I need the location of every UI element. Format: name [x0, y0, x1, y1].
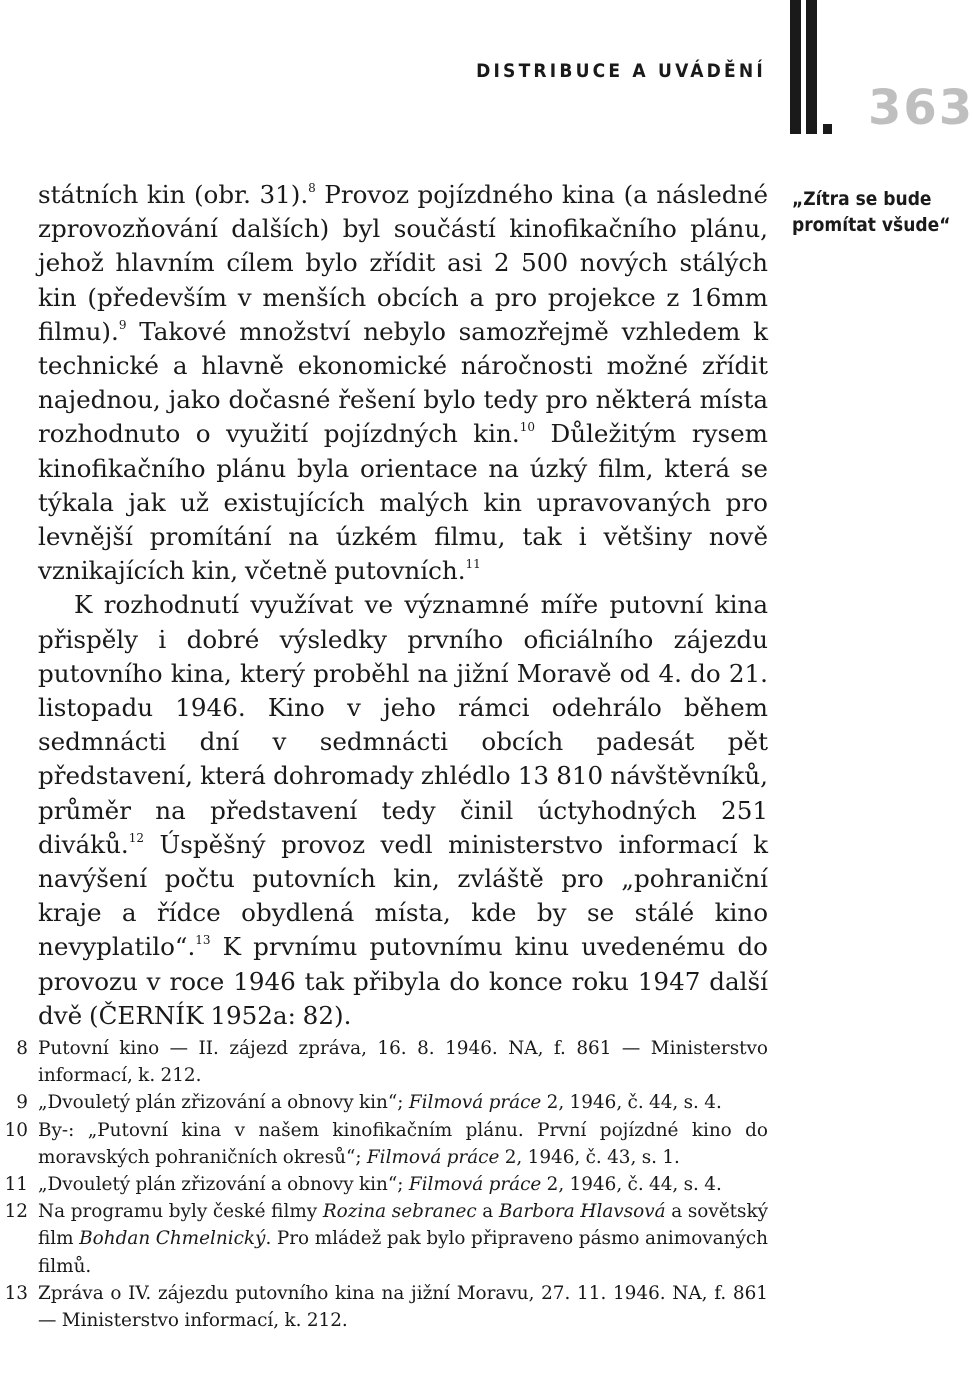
part-marker [790, 0, 830, 134]
footnote-number: 8 [16, 1038, 28, 1059]
main-text [38, 178, 768, 1033]
journal-title: Filmová práce [366, 1146, 500, 1168]
footnote [0, 1198, 768, 1280]
footnote-text [38, 1089, 768, 1116]
film-title: Rozina sebranec [322, 1201, 477, 1223]
journal-title: Filmová práce [408, 1092, 542, 1114]
running-head: DISTRIBUCE A UVÁDĚNÍ [476, 60, 766, 82]
footnote [0, 1280, 768, 1334]
film-title: Barbora Hlavsová [498, 1201, 666, 1223]
part-marker-bar [790, 0, 801, 134]
body-paragraph [38, 178, 768, 588]
text-run: Úspěšný provoz vedl ministerstvo informací k navýšení počtu putovních kin, zvláště pro „pohraniční kraje a řídce obydlená místa, kde by se stálé kino nevyplatilo“. [38, 829, 768, 962]
text-run: a [476, 1201, 499, 1223]
footnote-ref: 8 [308, 181, 316, 195]
text-run: 2, 1946, č. 43, s. 1. [499, 1146, 680, 1168]
part-marker-dot [823, 124, 832, 134]
footnote [0, 1035, 768, 1089]
footnote-text: Zpráva o IV. zájezdu putovního kina na jižní Moravu, 27. 11. 1946. NA, f. 861 — Ministerstvo informací, k. 212. [38, 1282, 768, 1332]
page-number: 363 [868, 80, 974, 136]
footnote-text [38, 1117, 768, 1171]
text-run: K rozhodnutí využívat ve významné míře putovní kina přispěly i dobré výsledky prvního oficiálního zájezdu putovního kina, který proběhl na jižní Moravě od 4. do 21. listopadu 1946. Kino v jeho rámci odehrálo během sedmnácti dní v sedmnácti obcích padesát pět představení, která dohromady zhlédlo 13 810 návštěvníků, průměr na představení tedy činil úctyhodných 251 diváků. [38, 590, 768, 859]
text-run: . Pro mládež pak bylo připraveno pásmo animovaných filmů. [38, 1228, 768, 1277]
journal-title: Filmová práce [408, 1174, 542, 1196]
footnote-ref: 10 [519, 420, 535, 435]
footnote-number: 9 [16, 1092, 28, 1114]
text-run: 2, 1946, č. 44, s. 4. [541, 1174, 722, 1196]
text-run: Na programu byly české filmy [38, 1201, 323, 1223]
footnote-text [38, 1198, 768, 1280]
footnote-number: 10 [4, 1119, 28, 1141]
text-run: Takové množství nebylo samozřejmě vzhledem k technické a hlavně ekonomické náročnosti možné zřídit najednou, jako dočasné řešení bylo tedy pro některá místa rozhodnuto o využití pojízdných kin. [38, 316, 768, 449]
part-marker-bar [806, 0, 817, 134]
footnote [0, 1089, 768, 1116]
text-run: a sovětský film [38, 1201, 768, 1250]
margin-note: „Zítra se bude promítat všude“ [792, 188, 951, 236]
footnotes [0, 1035, 768, 1334]
text-run: Provoz pojízdného kina (a následné zprovozňování dalších) byl součástí kinofikačního plánu, jehož hlavním cílem bylo zřídit asi 2 500 nových stálých kin (především v menších obcích a pro projekce z 16mm filmu). [38, 180, 769, 346]
text-run: 2, 1946, č. 44, s. 4. [541, 1092, 722, 1114]
footnote-ref: 12 [128, 830, 145, 845]
footnote [0, 1171, 768, 1198]
text-run: Důležitým rysem kinofikačního plánu byla orientace na úzký film, která se týkala jak už existujících malých kin upravovaných pro levnější promítání na úzkém filmu, tak i většiny nově vznikajících kin, včetně putovních. [38, 419, 768, 586]
text-run: „Dvouletý plán zřizování a obnovy kin“; [38, 1174, 409, 1196]
footnote [0, 1117, 768, 1171]
footnote-number: 12 [4, 1201, 28, 1223]
footnote-ref: 11 [465, 557, 481, 572]
text-run: By-: „Putovní kina v našem kinofikačním plánu. První pojízdné kino do moravských pohraničních okresů“; [38, 1119, 768, 1168]
body-paragraph [38, 588, 768, 1033]
footnote-ref: 9 [118, 317, 127, 332]
footnote-text [38, 1171, 768, 1198]
film-title: Bohdan Chmelnický [79, 1228, 266, 1250]
footnote-number: 11 [4, 1174, 28, 1196]
footnote-number: 13 [4, 1282, 28, 1304]
text-run: státních kin (obr. 31). [38, 180, 309, 209]
text-run: K prvnímu putovnímu kinu uvedenému do provozu v roce 1946 tak přibyla do konce roku 1947 další dvě (ČERNÍK 1952a: 82). [38, 932, 768, 1030]
footnote-ref: 13 [195, 933, 211, 948]
text-run: „Dvouletý plán zřizování a obnovy kin“; [38, 1092, 409, 1114]
footnote-text: Putovní kino — II. zájezd zpráva, 16. 8. 1946. NA, f. 861 — Ministerstvo informací, k. 212. [38, 1038, 768, 1087]
